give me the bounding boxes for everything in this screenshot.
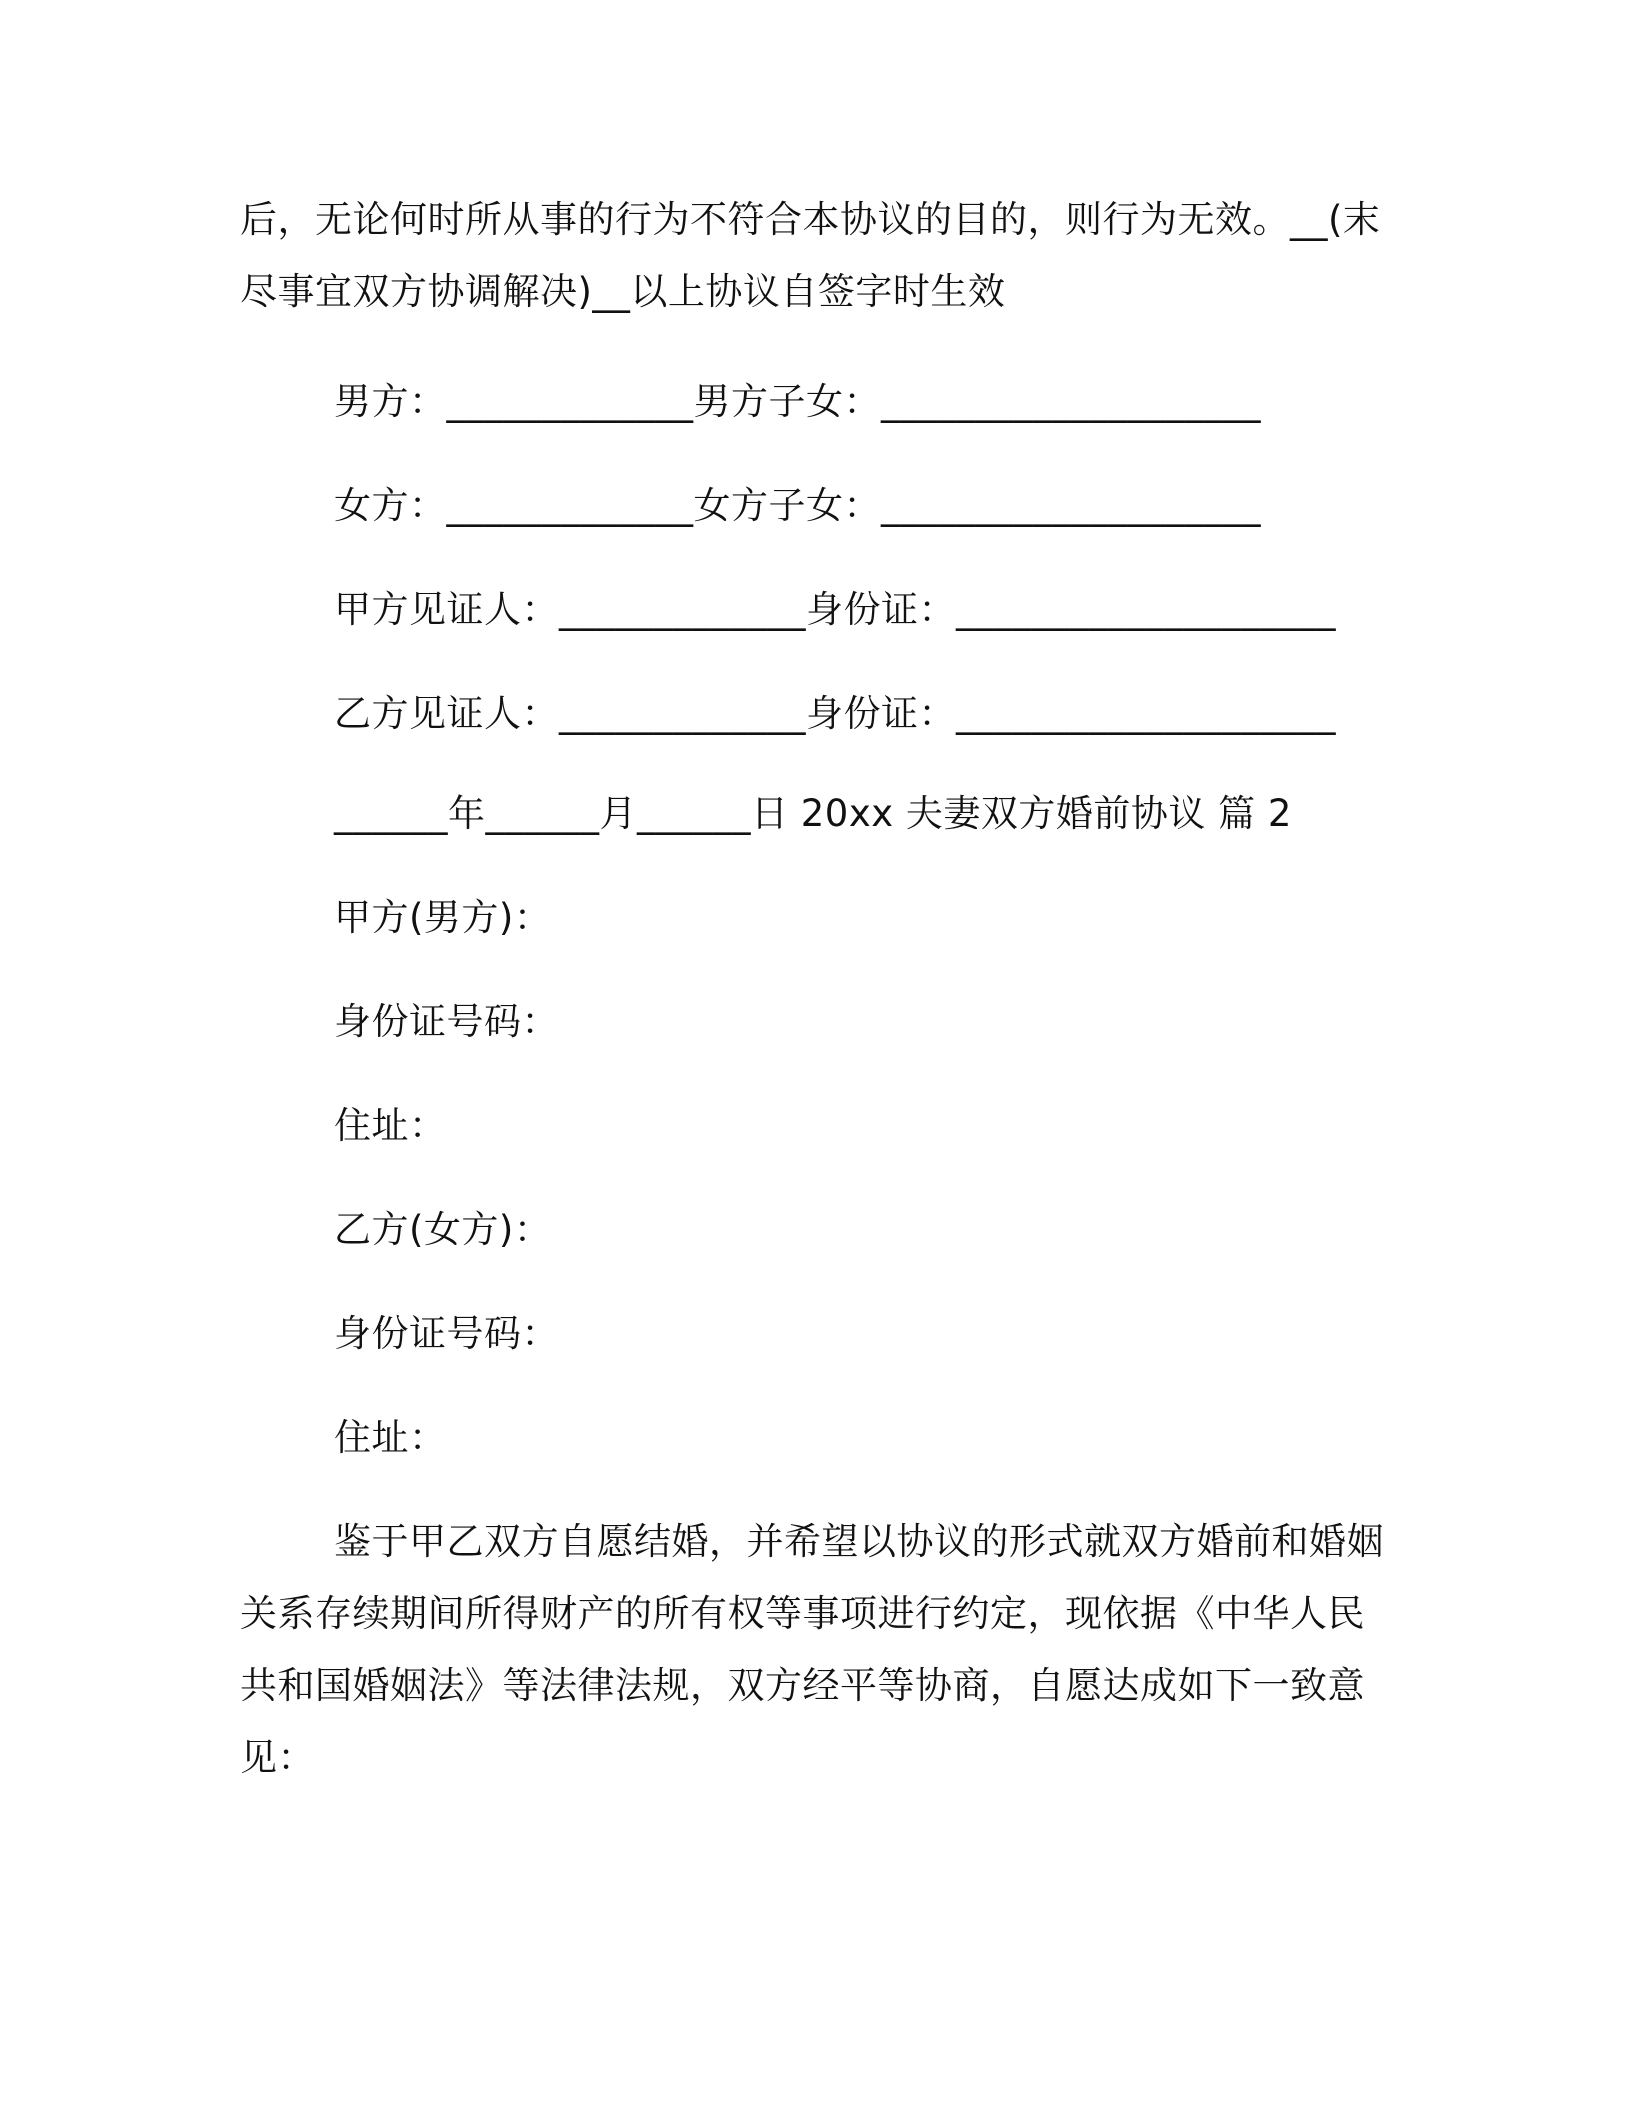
- party-b-id-label: 身份证号码：: [334, 1312, 559, 1355]
- male-signature-line: 男方：_____________男方子女：____________________: [334, 380, 1261, 423]
- party-b-witness-line: 乙方见证人：_____________身份证：____________________: [334, 692, 1336, 735]
- party-b-label: 乙方(女方)：: [334, 1208, 552, 1251]
- party-a-witness-line: 甲方见证人：_____________身份证：____________________: [334, 588, 1336, 631]
- party-a-label: 甲方(男方)：: [334, 896, 552, 939]
- continued-text-line-1: 后，无论何时所从事的行为不符合本协议的目的，则行为无效。__(末: [240, 198, 1381, 241]
- preamble-line-1: 鉴于甲乙双方自愿结婚，并希望以协议的形式就双方婚前和婚姻: [334, 1520, 1384, 1563]
- date-and-heading-line: ______年______月______日 20xx 夫妻双方婚前协议 篇 2: [334, 792, 1292, 835]
- preamble-line-2: 关系存续期间所得财产的所有权等事项进行约定，现依据《中华人民: [240, 1592, 1365, 1635]
- party-b-address-label: 住址：: [334, 1416, 447, 1459]
- preamble-line-3: 共和国婚姻法》等法律法规，双方经平等协商，自愿达成如下一致意: [240, 1664, 1365, 1707]
- preamble-line-4: 见：: [240, 1736, 315, 1779]
- party-a-address-label: 住址：: [334, 1104, 447, 1147]
- party-a-id-label: 身份证号码：: [334, 1000, 559, 1043]
- continued-text-line-2: 尽事宜双方协调解决)__以上协议自签字时生效: [240, 270, 1006, 313]
- female-signature-line: 女方：_____________女方子女：____________________: [334, 484, 1261, 527]
